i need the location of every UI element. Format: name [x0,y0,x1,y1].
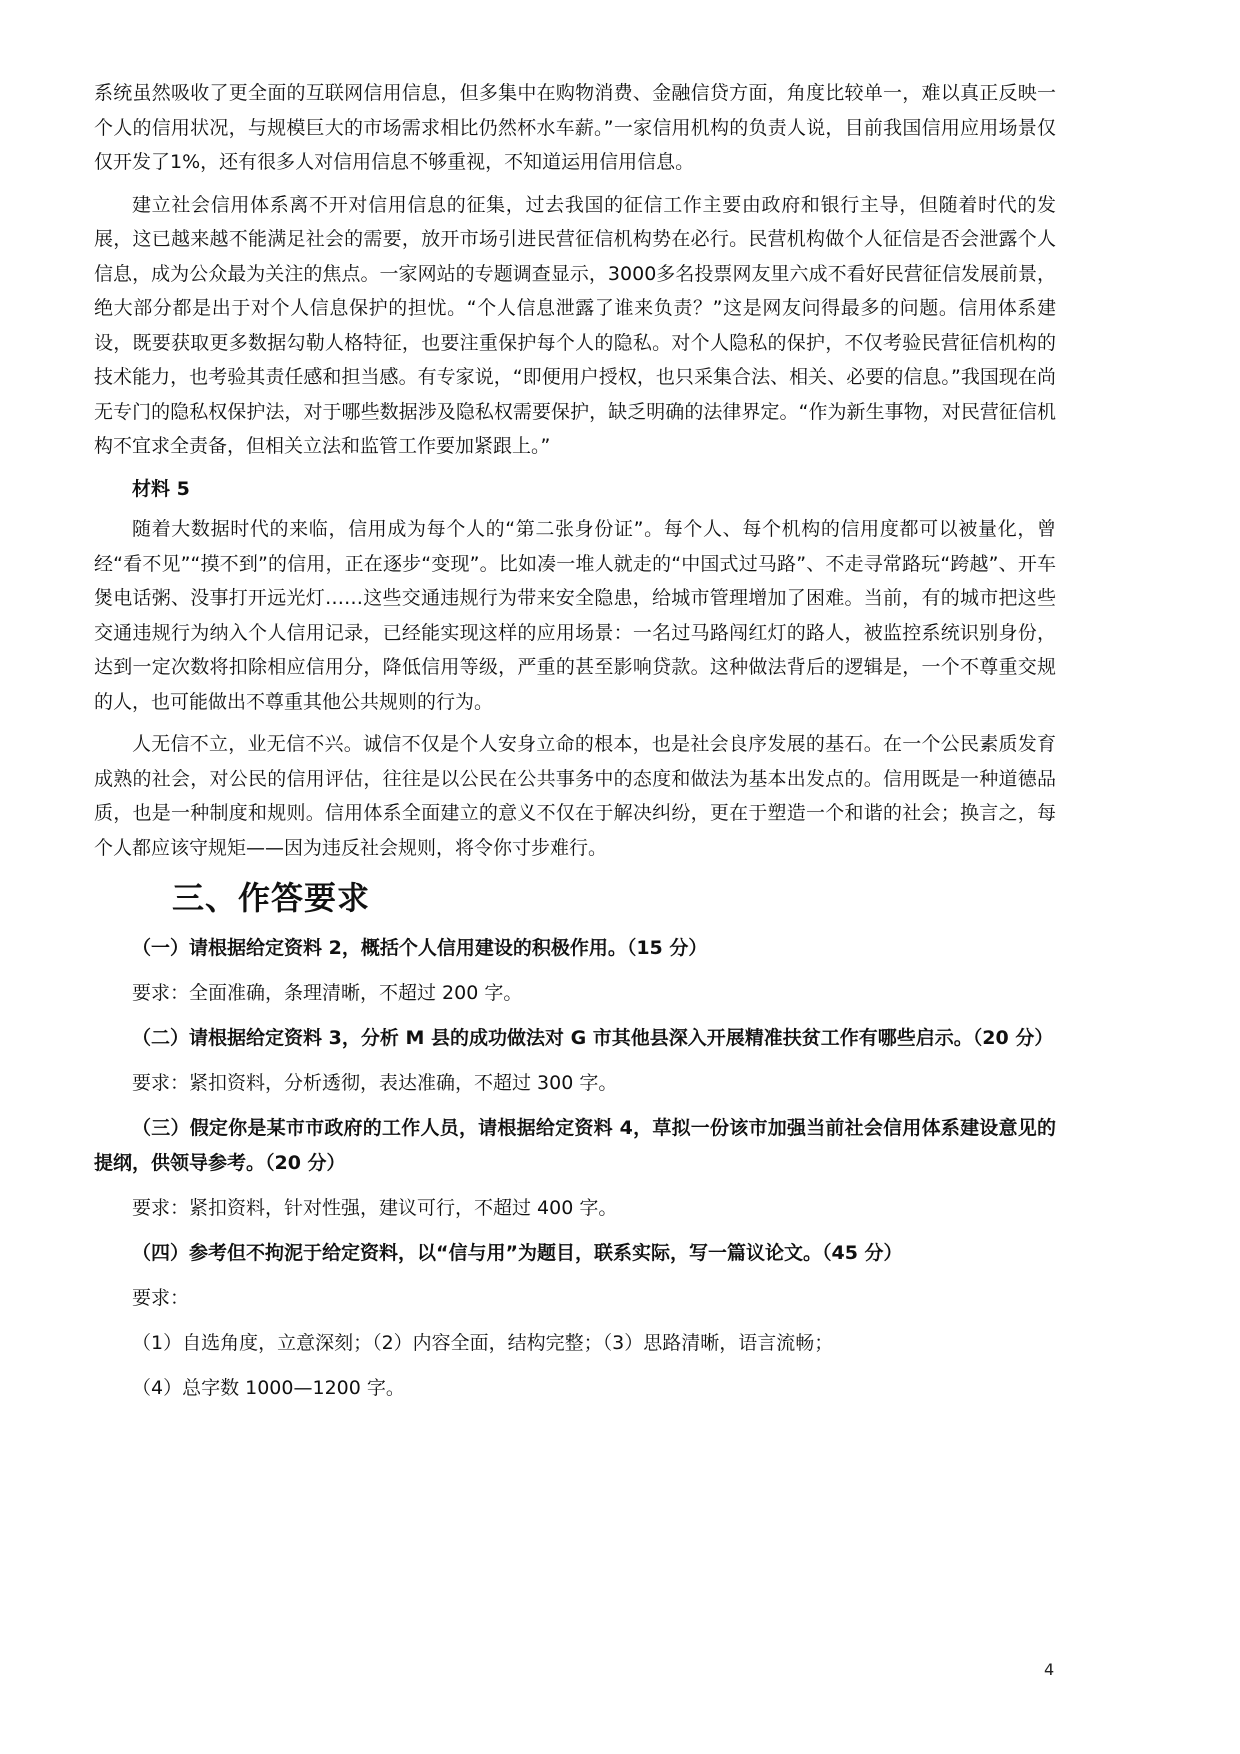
paragraph-continued: 系统虽然吸收了更全面的互联网信用信息，但多集中在购物消费、金融信贷方面，角度比较单一，难以真正反映一个人的信用状况，与规模巨大的市场需求相比仍然杯水车薪。”一家信用机构的负责人说，目前我国信用应用场景仅仅开发了1%，还有很多人对信用信息不够重视，不知道运用信用信息。 [94,82,1056,173]
material-5-paragraph-1: 随着大数据时代的来临，信用成为每个人的“第二张身份证”。每个人、每个机构的信用度都可以被量化，曾经“看不见”“摸不到”的信用，正在逐步“变现”。比如凑一堆人就走的“中国式过马路”、不走寻常路玩“跨越”、开车煲电话粥、没事打开远光灯……这些交通违规行为带来安全隐患，给城市管理增加了困难。当前，有的城市把这些交通违规行为纳入个人信用记录，已经能实现这样的应用场景：一名过马路闯红灯的路人，被监控系统识别身份，达到一定次数将扣除相应信用分，降低信用等级，严重的甚至影响贷款。这种做法背后的逻辑是，一个不尊重交规的人，也可能做出不尊重其他公共规则的行为。 [94,518,1056,713]
question-3: （三）假定你是某市市政府的工作人员，请根据给定资料 4，草拟一份该市加强当前社会信用体系建设意见的提纲，供领导参考。（20 分） [94,1117,1056,1174]
question-1-requirement: 要求：全面准确，条理清晰，不超过 200 字。 [132,982,523,1004]
question-2-requirement: 要求：紧扣资料，分析透彻，表达准确，不超过 300 字。 [132,1072,618,1094]
question-3-requirement: 要求：紧扣资料，针对性强，建议可行，不超过 400 字。 [132,1197,618,1219]
page-number: 4 [1044,1660,1055,1679]
question-2: （二）请根据给定资料 3，分析 M 县的成功做法对 G 市其他县深入开展精准扶贫工作有哪些启示。（20 分） [132,1027,1054,1049]
material-5-label: 材料 5 [132,477,190,500]
requirement-item-2: （4）总字数 1000—1200 字。 [132,1377,405,1399]
paragraph-credit-collection: 建立社会信用体系离不开对信用信息的征集，过去我国的征信工作主要由政府和银行主导，但随着时代的发展，这已越来越不能满足社会的需要，放开市场引进民营征信机构势在必行。民营机构做个人征信是否会泄露个人信息，成为公众最为关注的焦点。一家网站的专题调查显示，3000多名投票网友里六成不看好民营征信发展前景，绝大部分都是出于对个人信息保护的担忧。“个人信息泄露了谁来负责？”这是网友问得最多的问题。信用体系建设，既要获取更多数据勾勒人格特征，也要注重保护每个人的隐私。对个人隐私的保护，不仅考验民营征信机构的技术能力，也考验其责任感和担当感。有专家说，“即便用户授权，也只采集合法、相关、必要的信息。”我国现在尚无专门的隐私权保护法，对于哪些数据涉及隐私权需要保护，缺乏明确的法律界定。“作为新生事物，对民营征信机构不宜求全责备，但相关立法和监管工作要加紧跟上。” [94,193,1056,457]
question-1: （一）请根据给定资料 2，概括个人信用建设的积极作用。（15 分） [132,937,708,959]
question-4-requirement: 要求： [132,1287,190,1309]
material-5-paragraph-2: 人无信不立，业无信不兴。诚信不仅是个人安身立命的根本，也是社会良序发展的基石。在一个公民素质发育成熟的社会，对公民的信用评估，往往是以公民在公共事务中的态度和做法为基本出发点的。信用既是一种道德品质，也是一种制度和规则。信用体系全面建立的意义不仅在于解决纠纷，更在于塑造一个和谐的社会；换言之，每个人都应该守规矩——因为违反社会规则，将令你寸步难行。 [94,733,1056,859]
requirement-item-1: （1）自选角度，立意深刻；（2）内容全面，结构完整；（3）思路清晰，语言流畅； [132,1332,834,1354]
document-page [94,76,1056,1416]
section-title: 三、作答要求 [172,879,371,917]
question-4: （四）参考但不拘泥于给定资料，以“信与用”为题目，联系实际，写一篇议论文。（45 分） [132,1242,903,1264]
